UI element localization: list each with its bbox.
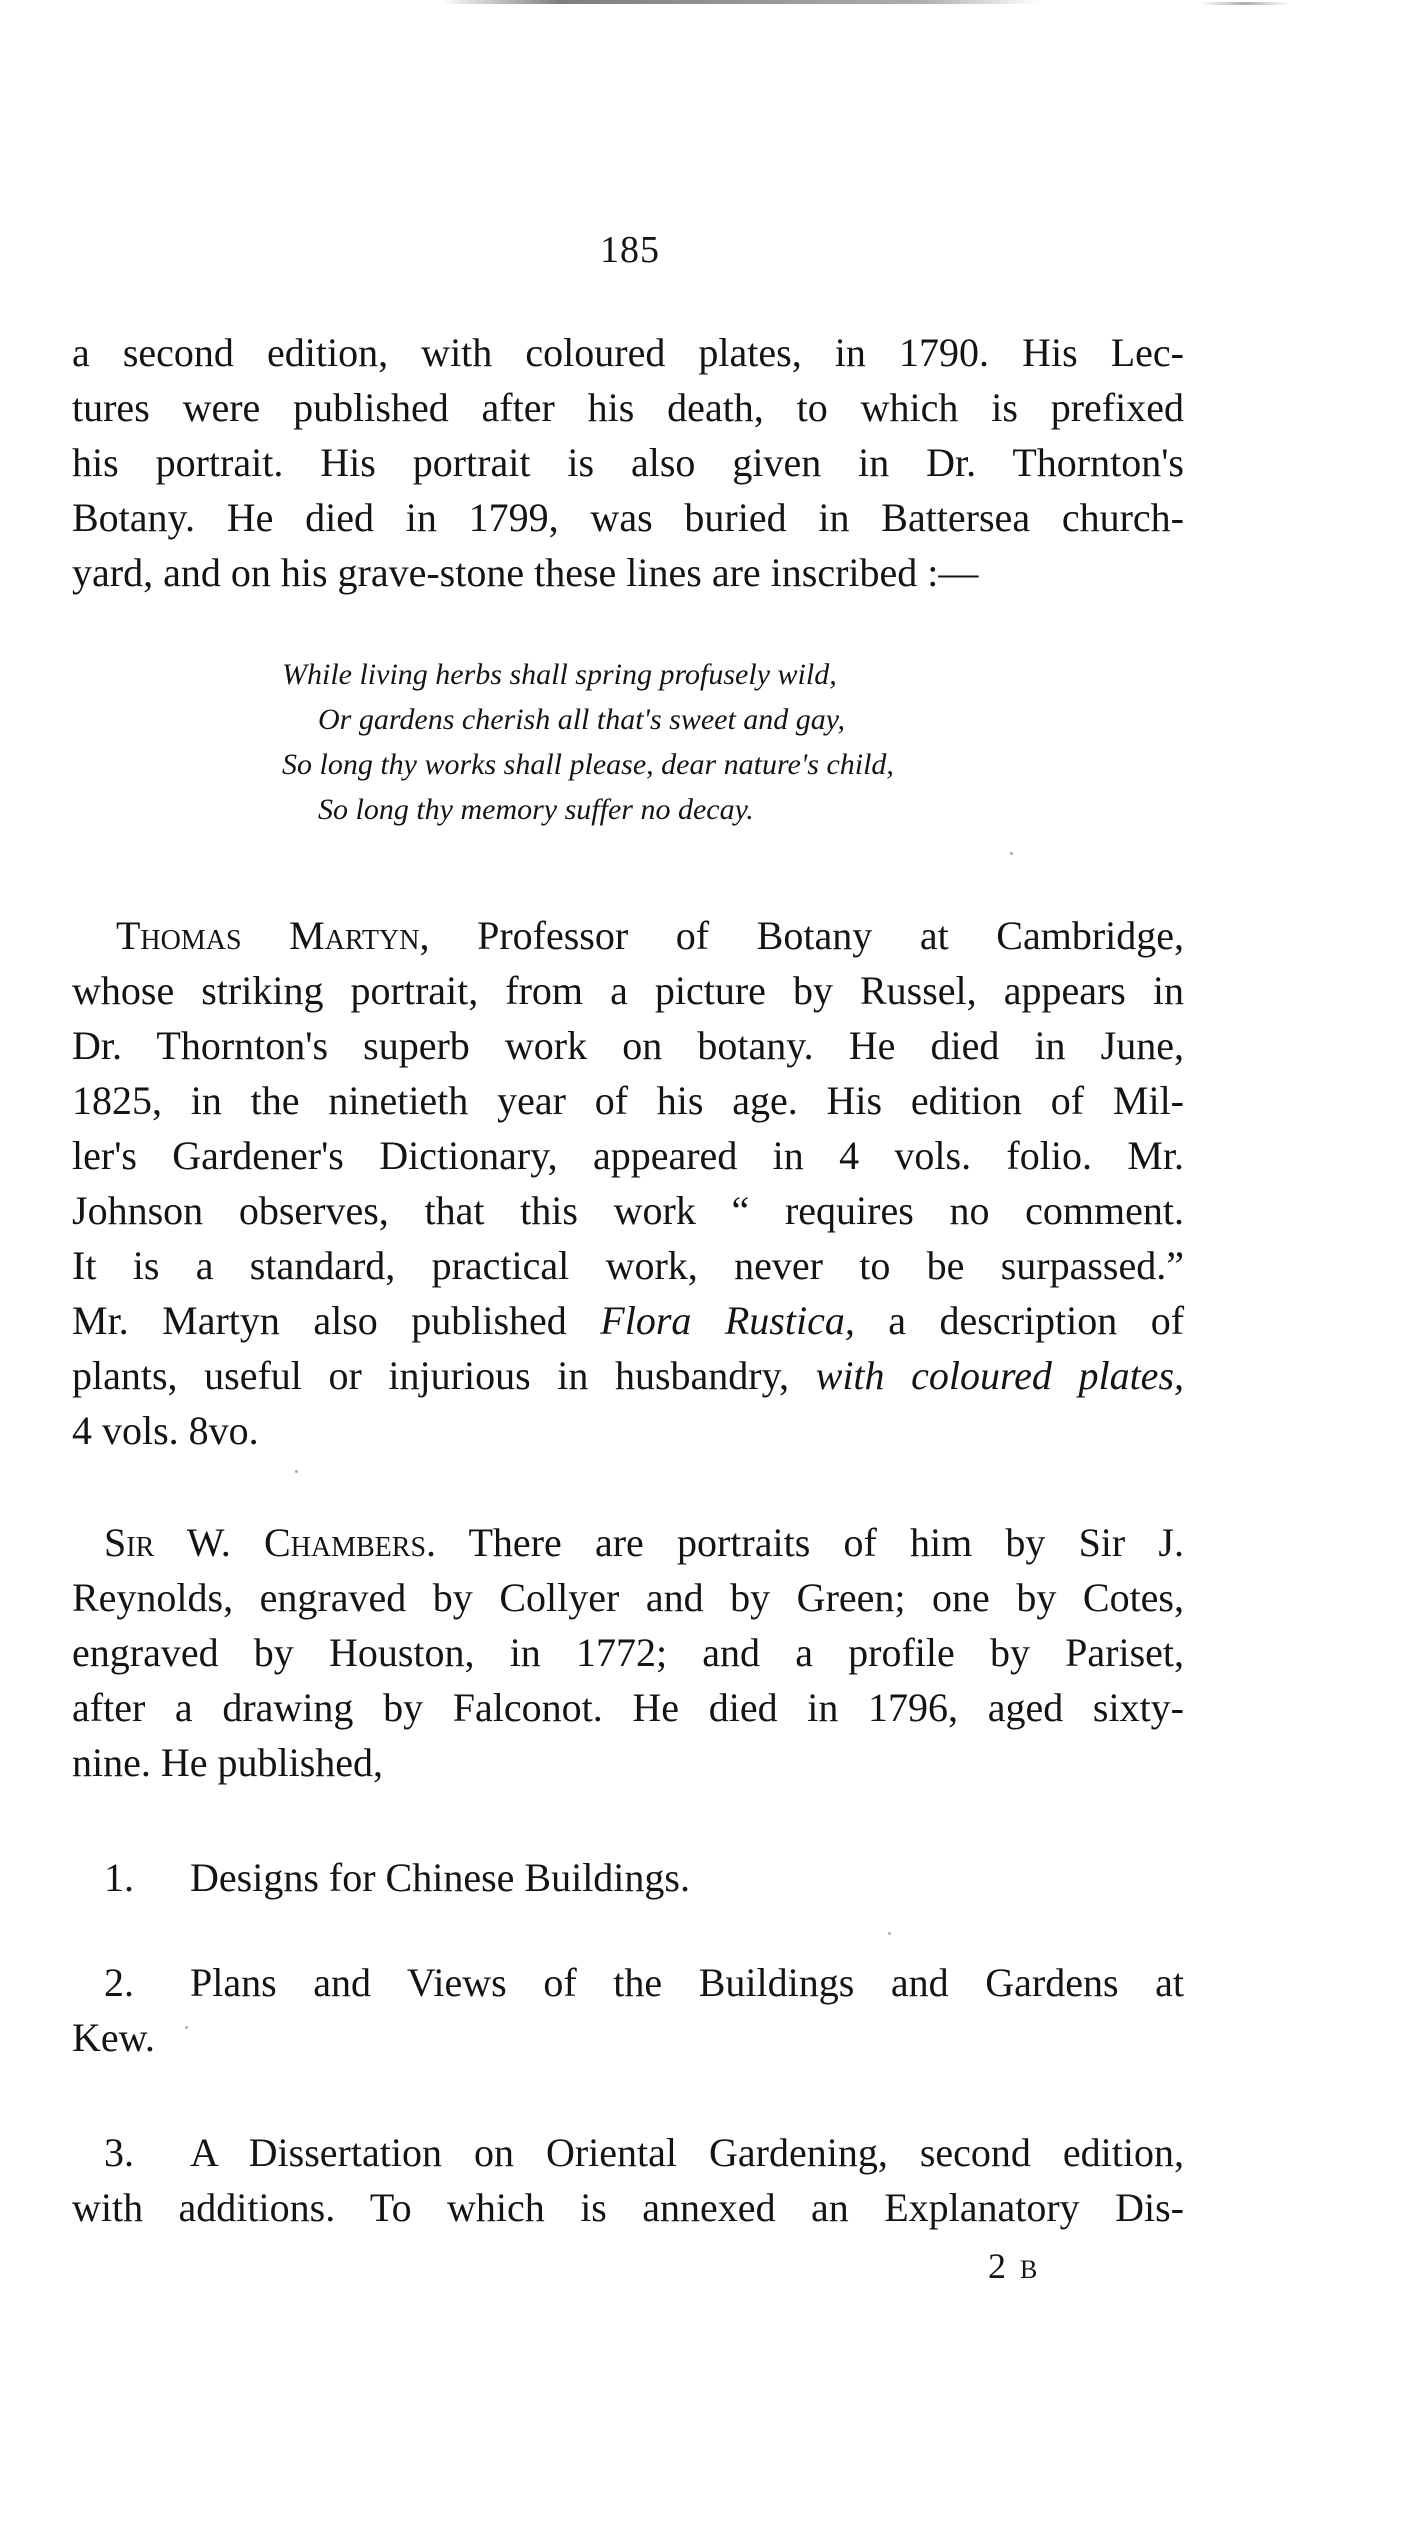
emphasis-text: with coloured plates, <box>815 1353 1185 1398</box>
list-item <box>72 1955 1184 2065</box>
text-line <box>72 1515 1184 1570</box>
text-line: It is a standard, practical work, never to be surpassed.” <box>72 1243 1184 1288</box>
text-line: Johnson observes, that this work “ requires no comment. <box>72 1188 1184 1233</box>
list-item <box>72 2125 1184 2235</box>
text-span: There are portraits of him by Sir J. <box>468 1520 1184 1565</box>
paper-speck <box>185 2026 188 2029</box>
text-line: Reynolds, engraved by Collyer and by Green; one by Cotes, <box>72 1575 1184 1620</box>
text-line <box>72 1348 1184 1403</box>
list-item <box>72 1850 1184 1905</box>
list-text: Designs for Chinese Buildings. <box>190 1855 690 1900</box>
poem-verse: So long thy works shall please, dear nature's child, <box>282 748 894 781</box>
poem-verse: Or gardens cherish all that's sweet and gay, <box>318 703 845 736</box>
poem-verse: So long thy memory suffer no decay. <box>318 793 754 826</box>
person-name: Thomas Martyn, <box>116 913 430 958</box>
list-text: Plans and Views of the Buildings and Gardens at <box>190 1960 1184 2005</box>
text-line: after a drawing by Falconot. He died in 1796, aged sixty- <box>72 1685 1184 1730</box>
text-span: plants, useful or injurious in husbandry, <box>72 1353 790 1398</box>
paper-speck <box>295 1470 298 1473</box>
page-number: 185 <box>600 229 660 271</box>
text-line <box>72 2125 1184 2180</box>
paragraph-lectures <box>72 325 1184 600</box>
text-line <box>72 1850 1184 1905</box>
poem-verse: While living herbs shall spring profusely wild, <box>282 658 837 691</box>
text-line <box>72 1293 1184 1348</box>
paper-speck <box>1010 852 1013 855</box>
top-edge-rule <box>440 0 1040 4</box>
text-line: a second edition, with coloured plates, in 1790. His Lec- <box>72 330 1184 375</box>
text-line: Kew. <box>72 2015 155 2060</box>
text-span: Professor of Botany at Cambridge, <box>477 913 1185 958</box>
person-name: Sir W. Chambers. <box>104 1520 437 1565</box>
text-line: yard, and on his grave-stone these lines are inscribed :— <box>72 550 979 595</box>
list-number: 2. <box>104 1960 134 2005</box>
text-line: 4 vols. 8vo. <box>72 1408 259 1453</box>
text-line <box>72 908 1184 963</box>
text-line: whose striking portrait, from a picture by Russel, appears in <box>72 968 1184 1013</box>
list-text: A Dissertation on Oriental Gardening, second edition, <box>190 2130 1184 2175</box>
text-line: nine. He published, <box>72 1740 384 1785</box>
signature-letter: B <box>1020 2255 1040 2284</box>
text-line: engraved by Houston, in 1772; and a profile by Pariset, <box>72 1630 1184 1675</box>
book-title: Flora Rustica, <box>600 1298 855 1343</box>
text-line: 1825, in the ninetieth year of his age. His edition of Mil- <box>72 1078 1184 1123</box>
epitaph-poem <box>282 652 1042 832</box>
text-line: his portrait. His portrait is also given in Dr. Thornton's <box>72 440 1184 485</box>
printer-signature <box>988 2245 1039 2287</box>
signature-numeral: 2 <box>988 2246 1008 2286</box>
text-span: a description of <box>888 1298 1185 1343</box>
text-line: ler's Gardener's Dictionary, appeared in 4 vols. folio. Mr. <box>72 1133 1184 1178</box>
list-number: 3. <box>104 2130 134 2175</box>
list-number: 1. <box>104 1855 134 1900</box>
text-line <box>72 1955 1184 2010</box>
paper-speck <box>888 1932 891 1935</box>
text-span: Mr. Martyn also published <box>72 1298 567 1343</box>
paragraph-sir-w-chambers <box>72 1515 1184 1790</box>
top-edge-mark <box>1200 2 1290 5</box>
text-line: tures were published after his death, to which is prefixed <box>72 385 1184 430</box>
paragraph-thomas-martyn <box>72 908 1184 1458</box>
text-line: with additions. To which is annexed an Explanatory Dis- <box>72 2185 1184 2230</box>
text-line: Botany. He died in 1799, was buried in Battersea church- <box>72 495 1184 540</box>
text-line: Dr. Thornton's superb work on botany. He died in June, <box>72 1023 1184 1068</box>
